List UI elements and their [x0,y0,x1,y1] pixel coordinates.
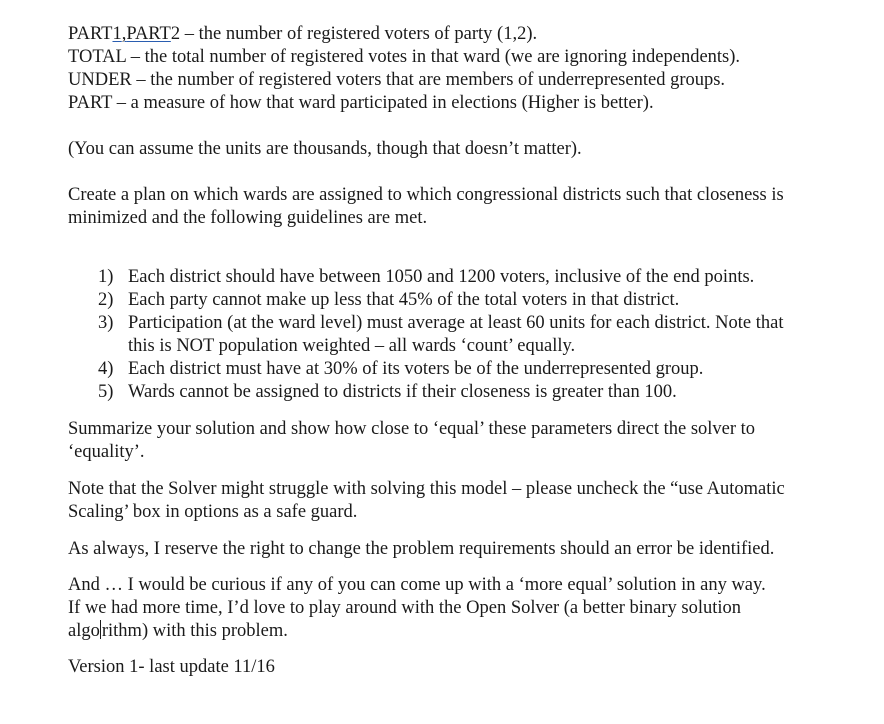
def-part-rest: – the number of registered voters of party (1,2). [180,24,538,44]
solver-note-line-2: Scaling’ box in options as a safe guard. [68,502,358,522]
def-under: UNDER – the number of registered voters that are members of underrepresented groups. [68,70,726,90]
def-part2-num: 2 [170,24,181,44]
guideline-4-number: 4) [98,359,114,379]
curious-line-3 [68,620,288,643]
intro-line-1: Create a plan on which wards are assigned to which congressional districts such that closeness is [68,185,784,205]
intro-line-2: minimized and the following guidelines are met. [68,208,428,228]
guideline-2-number: 2) [98,290,114,310]
guideline-3-text-line-1: Participation (at the ward level) must average at least 60 units for each district. Note that [128,313,784,333]
guideline-5-text: Wards cannot be assigned to districts if their closeness is greater than 100. [128,382,677,402]
guideline-5-number: 5) [98,382,114,402]
guideline-2-text: Each party cannot make up less that 45% of the total voters in that district. [128,290,680,310]
guideline-3-number: 3) [98,313,114,333]
def-part: PART – a measure of how that ward participated in elections (Higher is better). [68,93,654,113]
curious-line-1: And … I would be curious if any of you can come up with a ‘more equal’ solution in any way. [68,575,766,595]
def-part-line [68,23,537,46]
def-total: TOTAL – the total number of registered votes in that ward (we are ignoring independents). [68,47,741,67]
guideline-1-number: 1) [98,267,114,287]
guideline-1-text: Each district should have between 1050 and 1200 voters, inclusive of the end points. [128,267,755,287]
solver-note-line-1: Note that the Solver might struggle with solving this model – please uncheck the “use Automatic [68,479,785,499]
version-line: Version 1- last update 11/16 [68,657,275,677]
summarize-line-2: ‘equality’. [68,442,145,462]
curious-line-2: If we had more time, I’d love to play around with the Open Solver (a better binary solution [68,598,742,618]
reserve-note: As always, I reserve the right to change the problem requirements should an error be identified. [68,539,775,559]
guideline-3-text-line-2: this is NOT population weighted – all wards ‘count’ equally. [128,336,576,356]
def-part-link[interactable]: 1,PART [112,24,171,44]
def-part1-label: PART [68,24,113,44]
summarize-line-1: Summarize your solution and show how close to ‘equal’ these parameters direct the solver to [68,419,756,439]
curious-line-3-start: algo [68,621,100,641]
curious-line-3-end: rithm) with this problem. [101,621,288,641]
units-note: (You can assume the units are thousands, though that doesn’t matter). [68,139,582,159]
guideline-4-text: Each district must have at 30% of its voters be of the underrepresented group. [128,359,704,379]
